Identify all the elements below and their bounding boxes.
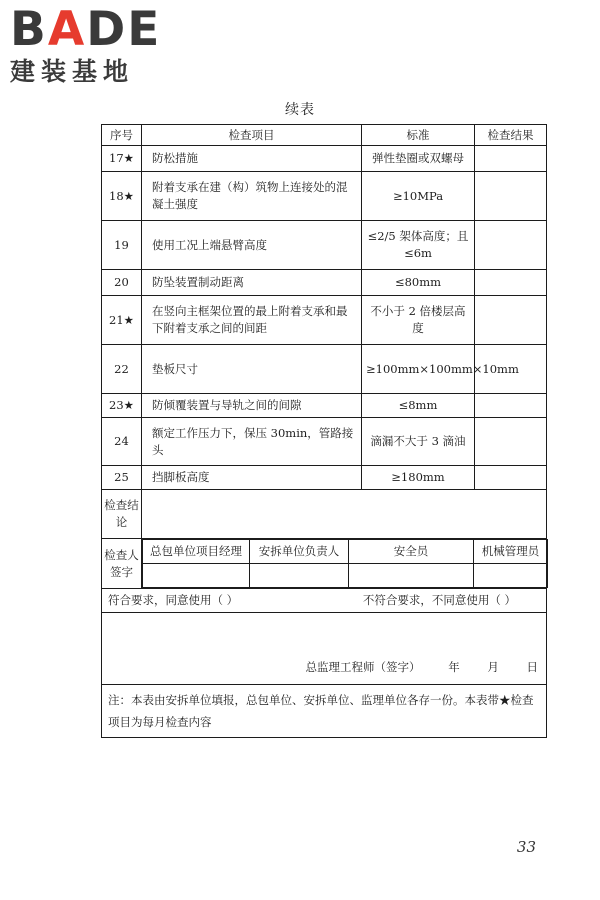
note-row (102, 685, 547, 738)
table-row (102, 172, 547, 221)
signature-label: 检查人签字 (102, 539, 142, 589)
conclusion-label: 检查结论 (102, 490, 142, 539)
row-result[interactable] (475, 221, 547, 270)
row-no: 18★ (102, 172, 142, 221)
row-result[interactable] (475, 466, 547, 490)
row-no: 20 (102, 270, 142, 296)
role-project-manager: 总包单位项目经理 (143, 540, 250, 564)
signature-grid-cell (142, 539, 547, 589)
table-row (102, 394, 547, 418)
row-item: 防倾覆装置与导轨之间的间隙 (142, 394, 362, 418)
supervisor-label: 总监理工程师（签字） (305, 660, 421, 674)
supervisor-row (102, 613, 547, 685)
conclusion-row (102, 490, 547, 539)
option-disagree[interactable]: 不符合要求，不同意使用（ ） (362, 593, 516, 607)
table-row (102, 418, 547, 466)
row-no: 23★ (102, 394, 142, 418)
role-machinery-manager: 机械管理员 (474, 540, 548, 564)
row-item: 在竖向主框架位置的最上附着支承和最下附着支承之间的间距 (142, 296, 362, 345)
row-standard: ≤8mm (362, 394, 475, 418)
row-result[interactable] (475, 418, 547, 466)
row-no: 22 (102, 345, 142, 394)
row-no: 25 (102, 466, 142, 490)
date-year: 年 (448, 660, 460, 674)
row-item: 附着支承在建（构）筑物上连接处的混凝土强度 (142, 172, 362, 221)
row-standard: ≤2/5 架体高度；且≤6m (362, 221, 475, 270)
row-standard: ≥10MPa (362, 172, 475, 221)
row-no: 19 (102, 221, 142, 270)
option-agree[interactable]: 符合要求，同意使用（ ） (108, 593, 239, 607)
row-item: 挡脚板高度 (142, 466, 362, 490)
row-item: 防坠装置制动距离 (142, 270, 362, 296)
row-result[interactable] (475, 270, 547, 296)
supervisor-cell (102, 613, 547, 685)
row-no: 24 (102, 418, 142, 466)
signature-row (102, 539, 547, 589)
signature-field[interactable] (349, 564, 474, 588)
logo-subtitle: 建装基地 (10, 57, 135, 86)
table-row (102, 270, 547, 296)
table-row (102, 466, 547, 490)
role-installer-lead: 安拆单位负责人 (250, 540, 349, 564)
row-result[interactable] (475, 172, 547, 221)
signature-field[interactable] (143, 564, 250, 588)
page-number: 33 (516, 838, 536, 856)
row-result[interactable] (475, 394, 547, 418)
table-row (102, 296, 547, 345)
conclusion-field[interactable] (142, 490, 547, 539)
table-row (102, 345, 547, 394)
bade-logo (10, 2, 162, 87)
date-day: 日 (526, 660, 538, 674)
logo-title: BADE (10, 2, 162, 57)
row-standard: ≤80mm (362, 270, 475, 296)
row-standard: ≥100mm×100mm×10mm (362, 345, 475, 394)
row-item: 额定工作压力下，保压 30min，管路接头 (142, 418, 362, 466)
options-row (102, 589, 547, 613)
options-cell (102, 589, 547, 613)
row-standard: 不小于 2 倍楼层高度 (362, 296, 475, 345)
table-row (102, 221, 547, 270)
signature-field[interactable] (474, 564, 548, 588)
date-month: 月 (487, 660, 499, 674)
table-row (102, 146, 547, 172)
header-item: 检查项目 (142, 125, 362, 146)
row-no: 21★ (102, 296, 142, 345)
row-no: 17★ (102, 146, 142, 172)
signature-field[interactable] (250, 564, 349, 588)
row-result[interactable] (475, 146, 547, 172)
signature-grid (142, 539, 548, 588)
row-standard: ≥180mm (362, 466, 475, 490)
header-row (102, 125, 547, 146)
row-result[interactable] (475, 296, 547, 345)
row-item: 使用工况上端悬臂高度 (142, 221, 362, 270)
row-standard: 弹性垫圈或双螺母 (362, 146, 475, 172)
header-standard: 标准 (362, 125, 475, 146)
note: 注：本表由安拆单位填报，总包单位、安拆单位、监理单位各存一份。本表带★检查项目为每月检查内容 (102, 685, 547, 738)
header-no: 序号 (102, 125, 142, 146)
table-title: 续表 (285, 102, 315, 118)
row-item: 垫板尺寸 (142, 345, 362, 394)
row-standard: 滴漏不大于 3 滴油 (362, 418, 475, 466)
role-safety-officer: 安全员 (349, 540, 474, 564)
header-result: 检查结果 (475, 125, 547, 146)
row-item: 防松措施 (142, 146, 362, 172)
inspection-table (101, 124, 547, 738)
